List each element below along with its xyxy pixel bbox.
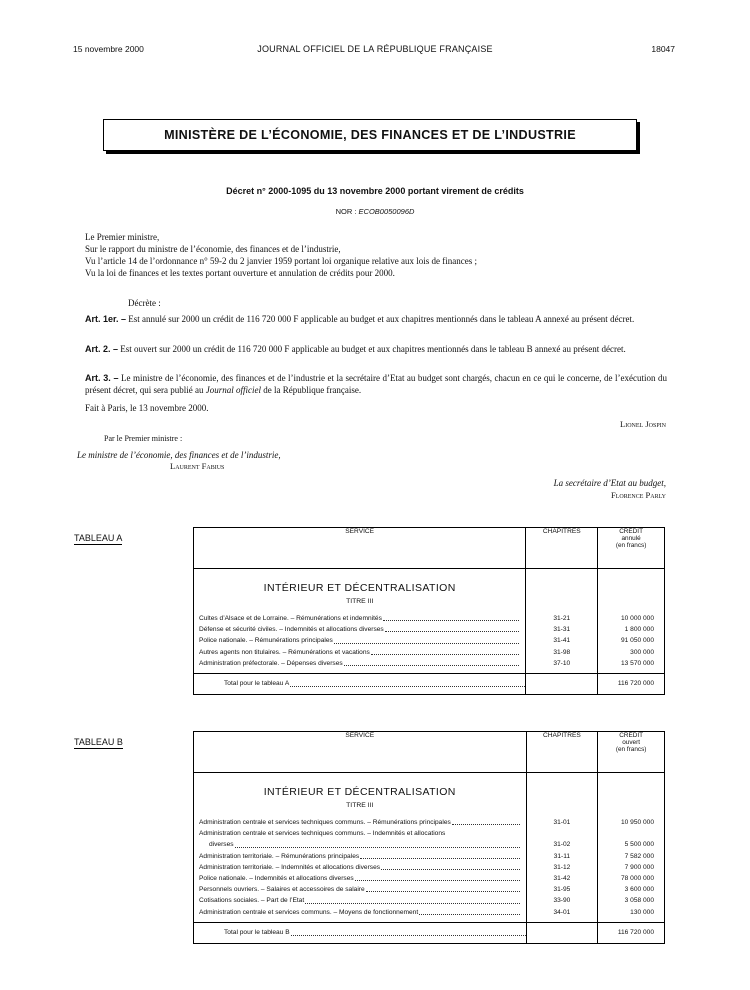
col-credit-header: [598, 732, 665, 773]
secretary-title: La secrétaire d’Etat au budget,: [553, 478, 666, 488]
preamble-line: Sur le rapport du ministre de l’économie, des finances et de l’industrie,: [85, 244, 341, 254]
table-row: [194, 647, 665, 658]
row-service: Personnels ouvriers. – Salaires et accessoires de salaire: [199, 886, 365, 894]
col-chapitres-header: CHAPITRES: [526, 528, 598, 569]
row-service: Administration préfectorale. – Dépenses diverses: [199, 659, 343, 667]
row-credit: 1 800 000: [598, 624, 665, 635]
titre-label: TITRE III: [194, 798, 527, 817]
row-chapitre: 33-90: [526, 895, 598, 906]
row-credit: 10 950 000: [598, 817, 665, 828]
row-service: Police nationale. – Rémunérations principales: [199, 637, 333, 645]
row-chapitre: 37-10: [526, 658, 598, 674]
row-credit: 3 058 000: [598, 895, 665, 906]
table-b-label: TABLEAU B: [74, 737, 123, 747]
minister-name: Laurent Fabius: [170, 461, 225, 471]
section-title: INTÉRIEUR ET DÉCENTRALISATION: [194, 773, 527, 799]
titre-row: [194, 798, 665, 817]
decree-title: Décret n° 2000-1095 du 13 novembre 2000 portant virement de crédits: [226, 186, 524, 196]
row-service: Police nationale. – Indemnités et allocations diverses: [199, 875, 354, 883]
col-service-header: SERVICE: [194, 732, 527, 773]
table-row: [194, 828, 665, 850]
row-chapitre: 31-41: [526, 635, 598, 646]
table-row: [194, 907, 665, 923]
credit-header-line: CRÉDIT: [619, 528, 643, 535]
article-label: Art. 3. –: [85, 373, 119, 383]
nor-code: ECOB0050096D: [358, 207, 415, 216]
total-value: 116 720 000: [598, 922, 665, 943]
signature-pm: Lionel Jospin: [620, 419, 666, 429]
preamble-line: Vu l’article 14 de l’ordonnance n° 59-2 du 2 janvier 1959 portant loi organique relative aux lois de finances ;: [85, 256, 478, 266]
row-service: Cultes d’Alsace et de Lorraine. – Rémunérations et indemnités: [199, 615, 382, 622]
row-service: Administration territoriale. – Rémunérations principales: [199, 852, 360, 860]
table-header-row: [194, 732, 665, 773]
row-credit: 300 000: [598, 647, 665, 658]
article-1: [85, 313, 667, 325]
article-label: Art. 2. –: [85, 344, 119, 354]
row-credit: 3 600 000: [598, 884, 665, 895]
ministry-name: MINISTÈRE DE L’ÉCONOMIE, DES FINANCES ET DE L’INDUSTRIE: [164, 128, 576, 142]
section-row: [194, 569, 665, 595]
article-2: [85, 343, 667, 355]
table-row: [194, 895, 665, 906]
article-text: Est annulé sur 2000 un crédit de 116 720 000 F applicable au budget et aux chapitres mentionnés dans le tableau A annexé au présent décret.: [128, 314, 635, 324]
credit-header-line: CRÉDIT: [619, 732, 644, 739]
row-chapitre: 31-11: [526, 851, 598, 862]
row-service: Administration centrale et services techniques communs. – Rémunérations principales: [199, 819, 451, 826]
done-at: Fait à Paris, le 13 novembre 2000.: [85, 403, 209, 413]
header-date: 15 novembre 2000: [73, 44, 144, 54]
row-chapitre: 31-02: [526, 828, 598, 850]
preamble: [85, 231, 667, 279]
row-chapitre: 31-01: [526, 817, 598, 828]
row-credit: 91 050 000: [598, 635, 665, 646]
col-chapitres-header: CHAPITRES: [526, 732, 598, 773]
by-pm-label: Par le Premier ministre :: [104, 434, 183, 443]
section-title: INTÉRIEUR ET DÉCENTRALISATION: [194, 569, 526, 595]
row-service-line1: Administration centrale et services techniques communs. – Indemnités et allocations: [199, 830, 446, 838]
row-credit: 7 582 000: [598, 851, 665, 862]
row-service: Défense et sécurité civiles. – Indemnités et allocations diverses: [199, 626, 384, 634]
nor-reference: [0, 207, 750, 216]
credit-header-line: annulé: [621, 535, 641, 542]
table-row: [194, 624, 665, 635]
journal-name: Journal officiel: [205, 385, 261, 395]
row-credit: 78 000 000: [598, 873, 665, 884]
nor-label: NOR :: [335, 207, 357, 216]
article-3: [85, 372, 667, 396]
total-label: Total pour le tableau B: [224, 928, 290, 936]
journal-title: JOURNAL OFFICIEL DE LA RÉPUBLIQUE FRANÇAISE: [257, 44, 493, 54]
table-row: [194, 635, 665, 646]
row-service: Administration centrale et services communs. – Moyens de fonctionnement: [199, 908, 419, 916]
total-value: 116 720 000: [598, 674, 665, 695]
table-row: [194, 817, 665, 828]
titre-label: TITRE III: [194, 594, 526, 613]
table-header-row: [194, 528, 665, 569]
secretary-name: Florence Parly: [611, 490, 666, 500]
article-label: Art. 1er. –: [85, 314, 127, 324]
table-row: [194, 658, 665, 674]
total-row: [194, 674, 665, 695]
col-credit-header: [598, 528, 665, 569]
row-service: Administration territoriale. – Indemnités et allocations diverses: [199, 863, 381, 871]
article-text-end: de la République française.: [263, 385, 362, 395]
row-credit: 7 900 000: [598, 862, 665, 873]
row-chapitre: 31-98: [526, 647, 598, 658]
minister-title: Le ministre de l’économie, des finances et de l’industrie,: [77, 450, 281, 460]
table-row: [194, 862, 665, 873]
ministry-banner: [103, 119, 637, 151]
table-row: [194, 884, 665, 895]
row-service: Autres agents non titulaires. – Rémunérations et vacations: [199, 648, 370, 656]
row-credit: 10 000 000: [598, 613, 665, 624]
credit-header-line: (en francs): [615, 542, 647, 549]
section-row: [194, 773, 665, 799]
table-row: [194, 873, 665, 884]
row-credit: 13 570 000: [598, 658, 665, 674]
article-text: Le ministre de l’économie, des finances et de l’industrie et la secrétaire d’Etat au budget sont chargés, chacun en ce qui le concerne, de l’exécution du présent décret, qui sera publié au: [85, 373, 667, 395]
page-number: 18047: [651, 44, 675, 54]
col-service-header: SERVICE: [194, 528, 526, 569]
row-chapitre: 31-42: [526, 873, 598, 884]
row-chapitre: 31-12: [526, 862, 598, 873]
row-chapitre: 31-21: [526, 613, 598, 624]
row-chapitre: 31-31: [526, 624, 598, 635]
preamble-line: Vu la loi de finances et les textes portant ouverture et annulation de crédits pour 2000.: [85, 268, 395, 278]
row-credit: 5 500 000: [598, 828, 665, 850]
row-credit: 130 000: [598, 907, 665, 923]
credit-header-line: (en francs): [615, 746, 647, 753]
table-a-label: TABLEAU A: [74, 533, 123, 543]
total-label: Total pour le tableau A: [224, 680, 290, 688]
row-service: diverses: [209, 841, 234, 849]
preamble-line: Le Premier ministre,: [85, 232, 160, 242]
row-service: Cotisations sociales. – Part de l’Etat: [199, 897, 305, 905]
titre-row: [194, 594, 665, 613]
article-text: Est ouvert sur 2000 un crédit de 116 720 000 F applicable au budget et aux chapitres mentionnés dans le tableau B annexé au présent décret.: [120, 344, 626, 354]
table-row: [194, 613, 665, 624]
row-chapitre: 34-01: [526, 907, 598, 923]
table-b: [193, 731, 665, 944]
table-a: [193, 527, 665, 695]
decrete-label: Décrète :: [128, 298, 161, 308]
table-row: [194, 851, 665, 862]
row-chapitre: 31-95: [526, 884, 598, 895]
credit-header-line: ouvert: [622, 739, 641, 746]
total-row: [194, 922, 665, 943]
